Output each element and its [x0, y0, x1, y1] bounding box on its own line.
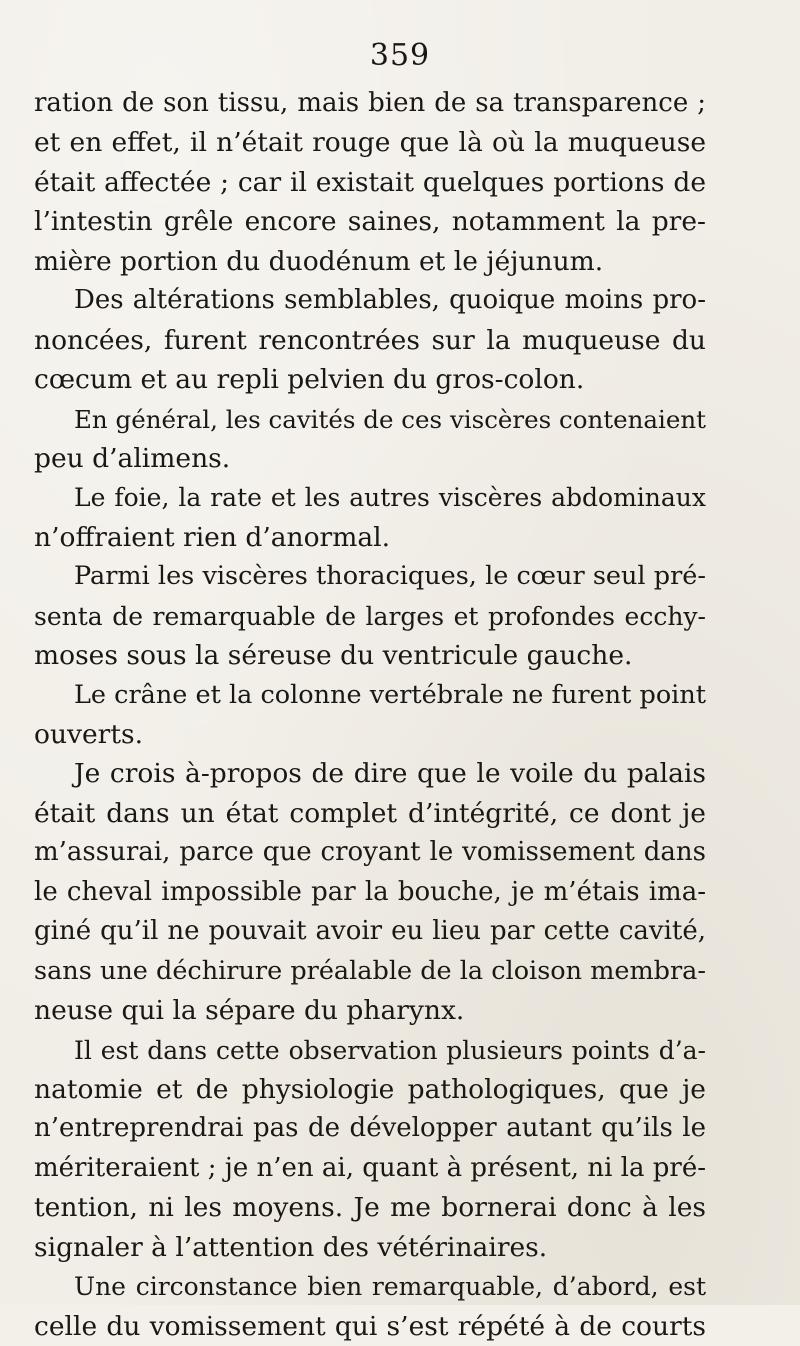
- text-line: n’entreprendrai pas de développer autant qu’ils le: [34, 1113, 706, 1144]
- page-number: 359: [369, 38, 431, 73]
- text-line: moses sous la séreuse du ventricule gauche.: [34, 640, 633, 672]
- text-line: l’intestin grêle encore saines, notamment la pre-: [34, 206, 706, 238]
- text-line: était affectée ; car il existait quelques portions de: [34, 166, 706, 198]
- text-line: et en effet, il n’était rouge que là où la muqueuse: [34, 127, 706, 159]
- text-line: En général, les cavités de ces viscères contenaient: [74, 404, 706, 434]
- text-line: mière portion du duodénum et le jéjunum.: [34, 245, 604, 277]
- text-line: Parmi les viscères thoraciques, le cœur seul pré-: [74, 561, 706, 592]
- text-line: celle du vomissement qui s’est répété à de courts: [34, 1310, 706, 1342]
- text-line: natomie et de physiologie pathologiques, que je: [34, 1073, 706, 1105]
- text-line: mériteraient ; je n’en ai, quant à présent, ni la pré-: [34, 1152, 706, 1183]
- text-line: Il est dans cette observation plusieurs points d’a-: [74, 1035, 706, 1065]
- text-line: sans une déchirure préalable de la cloison membra-: [34, 955, 706, 986]
- text-line: le cheval impossible par la bouche, je m’étais ima-: [34, 876, 706, 907]
- text-line: ration de son tissu, mais bien de sa transparence ;: [34, 88, 706, 118]
- text-line: tention, ni les moyens. Je me bornerai donc à les: [34, 1192, 706, 1224]
- text-line: Une circonstance bien remarquable, d’abord, est: [74, 1272, 706, 1302]
- text-line: Des altérations semblables, quoique moins pro-: [74, 285, 706, 316]
- text-line: cœcum et au repli pelvien du gros-colon.: [34, 364, 585, 396]
- body-text: [34, 84, 706, 1346]
- text-line: était dans un état complet d’intégrité, ce dont je: [34, 797, 706, 829]
- text-line: n’offraient rien d’anormal.: [34, 521, 391, 553]
- text-line: Le crâne et la colonne vertébrale ne furent point: [74, 679, 706, 710]
- text-line: peu d’alimens.: [34, 442, 231, 474]
- text-line: noncées, furent rencontrées sur la muqueuse du: [34, 324, 706, 356]
- text-line: signaler à l’attention des vétérinaires.: [34, 1231, 548, 1263]
- text-line: Le foie, la rate et les autres viscères abdominaux: [74, 483, 706, 513]
- text-line: senta de remarquable de larges et profondes ecchy-: [34, 601, 706, 631]
- text-line: ouverts.: [34, 719, 144, 750]
- text-line: Je crois à-propos de dire que le voile du palais: [74, 758, 706, 790]
- text-line: m’assurai, parce que croyant le vomissement dans: [34, 837, 706, 868]
- text-line: giné qu’il ne pouvait avoir eu lieu par cette cavité,: [34, 916, 706, 947]
- text-line: neuse qui la sépare du pharynx.: [34, 995, 465, 1027]
